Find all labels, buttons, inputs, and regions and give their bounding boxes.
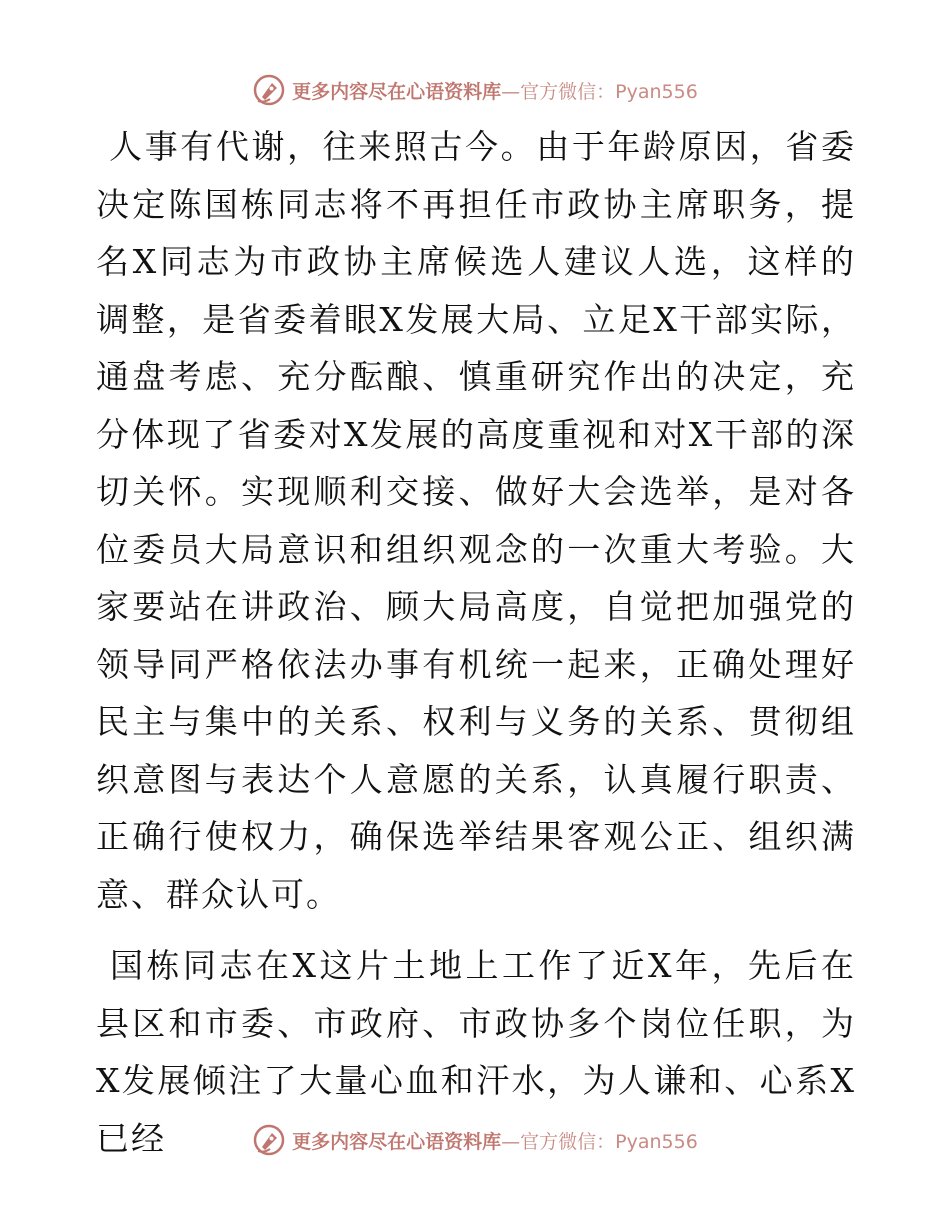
paragraph-1: 人事有代谢，往来照古今。由于年龄原因，省委决定陈国栋同志将不再担任市政协主席职务，提名X同志为市政协主席候选人建议人选，这样的调整，是省委着眼X发展大局、立足X干部实际，通盘考虑、充分酝酿、慎重研究作出的决定，充分体现了省委对X发展的高度重视和对X干部的深切关怀。实现顺利交接、做好大会选举，是对各位委员大局意识和组织观念的一次重大考验。大家要站在讲政治、顾大局高度，自觉把加强党的领导同严格依法办事有机统一起来，正确处理好民主与集中的关系、权利与义务的关系、贯彻组织意图与表达个人意愿的关系，认真履行职责、正确行使权力，确保选举结果客观公正、组织满意、群众认可。 bbox=[96, 127, 856, 914]
watermark-lead: 更多内容尽在心语资料库 bbox=[292, 1130, 502, 1153]
watermark-lead: 更多内容尽在心语资料库 bbox=[292, 80, 502, 103]
watermark-text bbox=[292, 1127, 698, 1154]
pen-nib-icon bbox=[252, 1123, 286, 1157]
pen-nib-icon bbox=[252, 73, 286, 107]
document-body bbox=[96, 118, 856, 1167]
paragraph-2: 国栋同志在X这片土地上工作了近X年，先后在县区和市委、市政府、市政协多个岗位任职，为X发展倾注了大量心血和汗水，为人谦和、心系X已经 bbox=[96, 946, 856, 1158]
watermark-contact: —官方微信：Pyan556 bbox=[501, 1130, 698, 1153]
header-watermark-banner bbox=[0, 70, 950, 110]
watermark-contact: —官方微信：Pyan556 bbox=[501, 80, 698, 103]
footer-watermark-banner bbox=[0, 1120, 950, 1160]
watermark-text bbox=[292, 77, 698, 104]
